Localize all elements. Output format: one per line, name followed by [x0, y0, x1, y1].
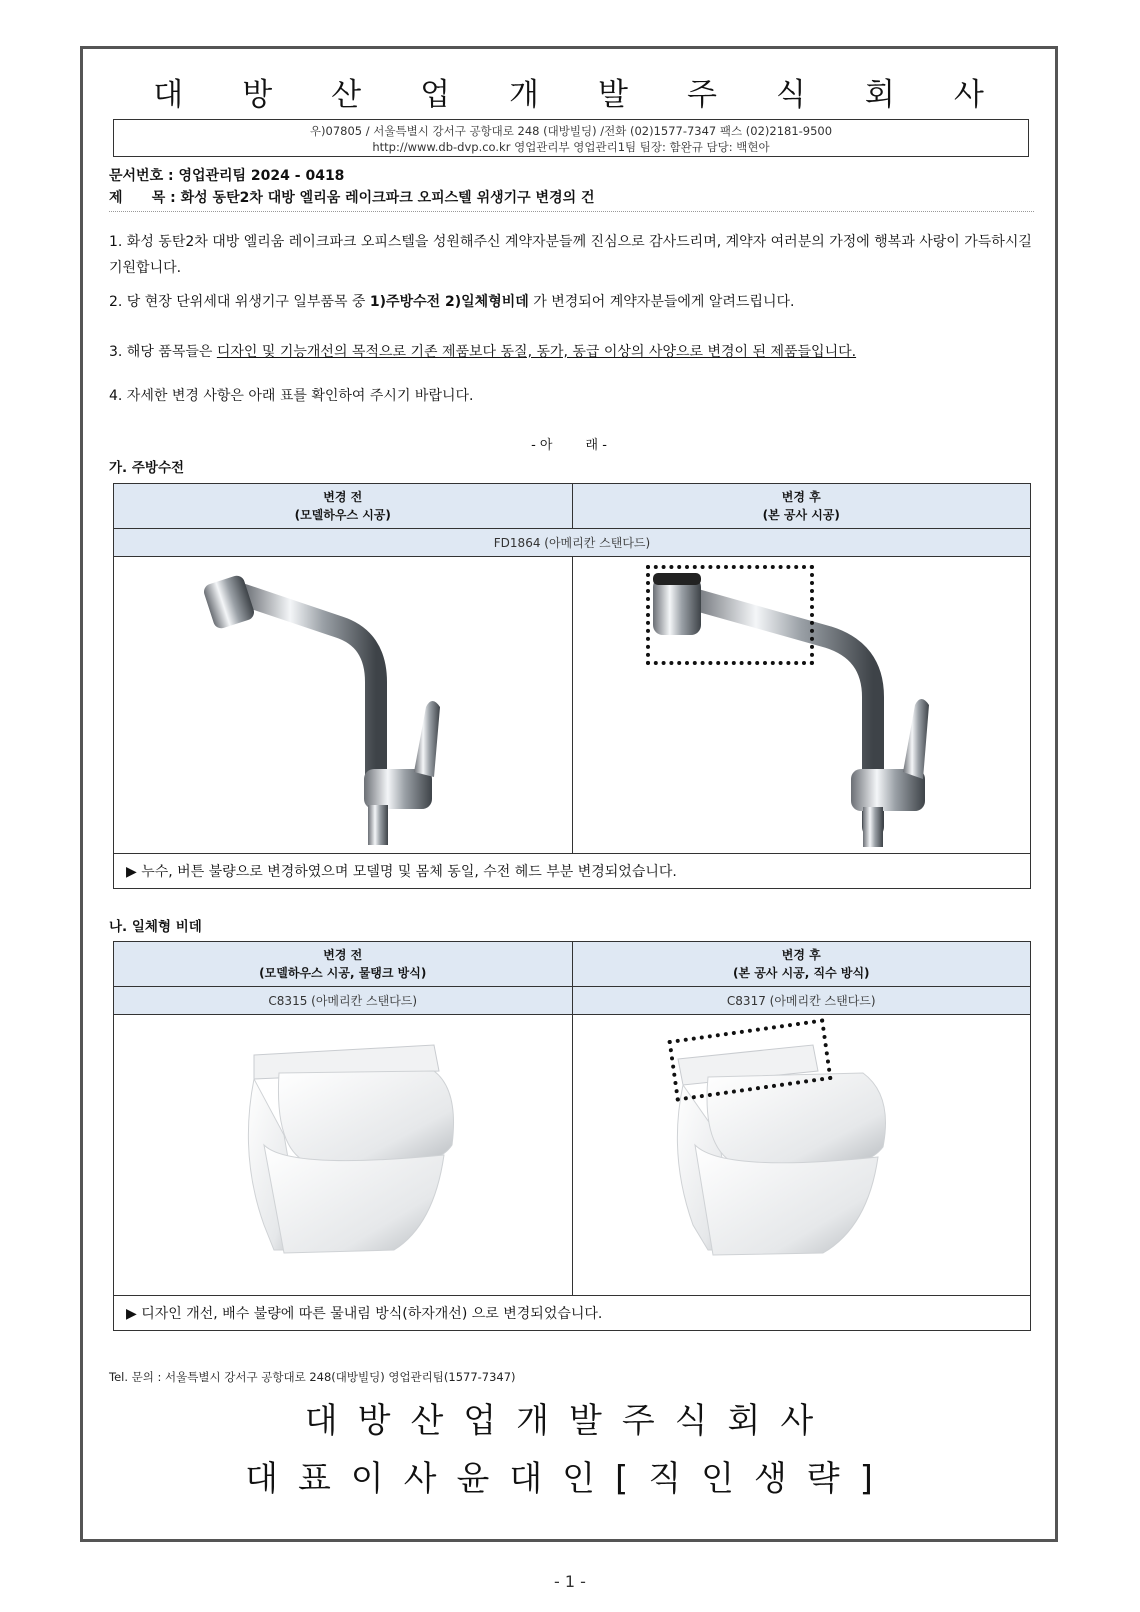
signature-company: 대방산업개발주식회사	[304, 1401, 834, 1441]
bidet-note: ▶ 디자인 개선, 배수 불량에 따른 물내림 방식(하자개선) 으로 변경되었습니다.	[114, 1296, 1031, 1331]
header-line: (모델하우스 시공, 물탱크 방식)	[259, 966, 427, 980]
paragraph-3	[109, 339, 1034, 365]
faucet-before-header	[114, 484, 573, 529]
bidet-after-image	[572, 1015, 1031, 1296]
faucet-model: FD1864 (아메리칸 스탠다드)	[114, 529, 1031, 557]
title-char: 업	[420, 77, 452, 113]
p3-underline: 디자인 및 기능개선의 목적으로 기존 제품보다 동질, 동가, 동급 이상의 사양으로 변경이 된 제품들입니다.	[216, 344, 857, 360]
p2-pre: 2. 당 현장 단위세대 위생기구 일부품목 중	[109, 294, 370, 310]
bidet-before-header	[114, 942, 573, 987]
title-char: 방	[242, 77, 274, 113]
paragraph-4: 4. 자세한 변경 사항은 아래 표를 확인하여 주시기 바랍니다.	[109, 388, 474, 404]
faucet-table	[113, 483, 1031, 889]
change-highlight-box	[646, 565, 814, 665]
address-line-1: 우)07805 / 서울특별시 강서구 공항대로 248 (대방빌딩) /전화 (02)1577-7347 팩스 (02)2181-9500	[309, 124, 833, 138]
company-title	[83, 69, 1055, 114]
address-box	[113, 119, 1029, 157]
faucet-before-image	[114, 557, 573, 854]
header-line: (본 공사 시공)	[762, 508, 840, 522]
title-char: 발	[598, 77, 629, 113]
signature-ceo: 대표이사윤대인[직인생략]	[245, 1459, 893, 1499]
p2-bold: 1)주방수전 2)일체형비데	[369, 294, 529, 310]
title-char: 주	[686, 77, 718, 113]
paragraph-2	[109, 289, 1034, 315]
page-number: - 1 -	[554, 1572, 586, 1591]
section-b-title: 나. 일체형 비데	[109, 919, 202, 935]
title-char: 대	[153, 77, 185, 113]
faucet-after-image	[572, 557, 1031, 854]
bidet-table	[113, 941, 1031, 1331]
faucet-note: ▶ 누수, 버튼 불량으로 변경하였으며 모델명 및 몸체 동일, 수전 헤드 부분 변경되었습니다.	[114, 854, 1031, 889]
header-line: 변경 전	[323, 948, 363, 962]
below-note: - 아 래 -	[531, 438, 607, 453]
faucet-before-illustration	[114, 557, 572, 849]
title-char: 산	[331, 77, 363, 113]
paragraph-1: 1. 화성 동탄2차 대방 엘리움 레이크파크 오피스텔을 성원해주신 계약자분들께 진심으로 감사드리며, 계약자 여러분의 가정에 행복과 사랑이 가득하시길 기원합니다.	[109, 234, 1032, 276]
title-char: 식	[775, 77, 807, 113]
bidet-before-image	[114, 1015, 573, 1296]
subject: 제 목 : 화성 동탄2차 대방 엘리움 레이크파크 오피스텔 위생기구 변경의 건	[109, 190, 595, 206]
faucet-after-header	[572, 484, 1031, 529]
bidet-after-model: C8317 (아메리칸 스탠다드)	[572, 987, 1031, 1015]
title-char: 개	[509, 77, 540, 113]
doc-number: 문서번호 : 영업관리팀 2024 - 0418	[109, 168, 345, 184]
address-line-2: http://www.db-dvp.co.kr 영업관리부 영업관리1팀 팀장: 함완규 담당: 백현아	[372, 140, 770, 154]
p3-pre: 3. 해당 품목들은	[109, 344, 217, 360]
header-line: 변경 전	[323, 490, 363, 504]
header-line: 변경 후	[781, 948, 821, 962]
title-char: 사	[953, 77, 985, 113]
bidet-before-model: C8315 (아메리칸 스탠다드)	[114, 987, 573, 1015]
document-frame	[80, 46, 1058, 1542]
header-line: (모델하우스 시공)	[294, 508, 391, 522]
title-char: 회	[864, 77, 896, 113]
divider	[109, 211, 1034, 212]
header-line: (본 공사 시공, 직수 방식)	[732, 966, 870, 980]
bidet-before-illustration	[114, 1015, 572, 1291]
p2-post: 가 변경되어 계약자분들에게 알려드립니다.	[528, 294, 795, 310]
bidet-after-header	[572, 942, 1031, 987]
contact-tel: Tel. 문의 : 서울특별시 강서구 공항대로 248(대방빌딩) 영업관리팀(1577-7347)	[109, 1370, 516, 1384]
section-a-title: 가. 주방수전	[109, 460, 185, 476]
header-line: 변경 후	[781, 490, 821, 504]
